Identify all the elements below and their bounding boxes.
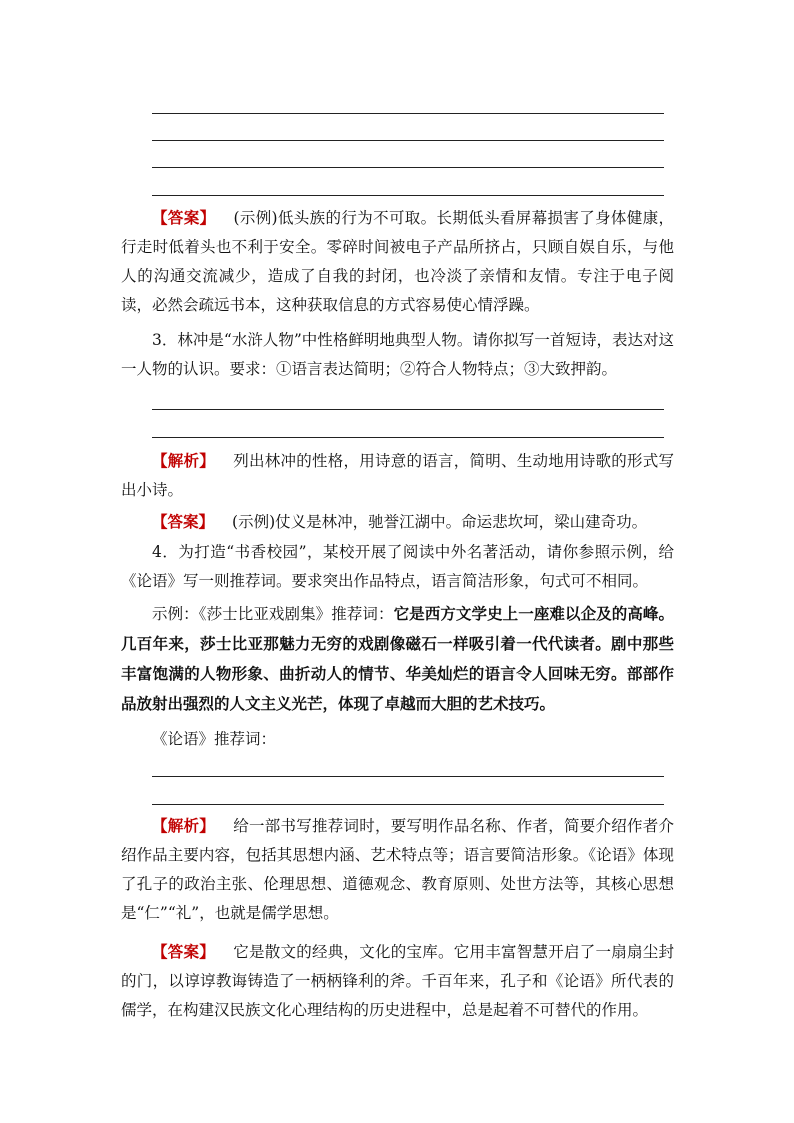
question-4: 4．为打造“书香校园”，某校开展了阅读中外名著活动，请你参照示例，给《论语》写一则推荐词。要求突出作品特点，语言简洁形象，句式可不相同。: [121, 543, 674, 590]
answer-line: [152, 195, 664, 196]
answer-q2-text: (示例)低头族的行为不可取。长期低头看屏幕损害了身体健康，行走时低着头也不利于安全。零碎时间被电子产品所挤占，只顾自娱自乐，与他人的沟通交流减少，造成了自我的封闭，也冷淡了亲情和友情。专注于电子阅读，必然会疏远书本，这种获取信息的方式容易使心情浮躁。: [121, 209, 674, 314]
answer-label: 【答案】: [152, 208, 216, 227]
answer-q3-paragraph: [121, 507, 674, 537]
question-3: 3．林冲是“水浒人物”中性格鲜明地典型人物。请你拟写一首短诗，表达对这一人物的认识。要求：①语言表达简明；②符合人物特点；③大致押韵。: [121, 331, 674, 378]
answer-line: [152, 167, 664, 168]
example-lead: 示例：《莎士比亚戏剧集》推荐词：: [152, 605, 394, 623]
answer-q4-paragraph: [121, 937, 674, 1025]
example-body: 它是西方文学史上一座难以企及的高峰。几百年来，莎士比亚那魅力无穷的戏剧像磁石一样吸引着一代代读者。剧中那些丰富饱满的人物形象、曲折动人的情节、华美灿烂的语言令人回味无穷。部部作品放射出强烈的人文主义光芒，体现了卓越而大胆的艺术技巧。: [121, 604, 674, 713]
lunyu-prompt: 《论语》推荐词：: [152, 730, 277, 748]
answer-line: [152, 776, 664, 777]
analysis-label: 【解析】: [152, 451, 215, 470]
answer-label: 【答案】: [152, 512, 215, 531]
answer-q3-text: (示例)仗义是林冲，驰誉江湖中。命运悲坎坷，梁山建奇功。: [232, 513, 648, 531]
analysis-q4-text: 给一部书写推荐词时，要写明作品名称、作者，简要介绍作者介绍作品主要内容，包括其思想内涵、艺术特点等；语言要简洁形象。《论语》体现了孔子的政治主张、伦理思想、道德观念、教育原则、处世方法等，其核心思想是“仁”“礼”，也就是儒学思想。: [121, 817, 674, 922]
answer-line: [152, 409, 664, 410]
answer-q2-paragraph: [121, 203, 674, 320]
answer-q4-text: 它是散文的经典，文化的宝库。它用丰富智慧开启了一扇扇尘封的门，以谆谆教诲铸造了一柄柄锋利的斧。千百年来，孔子和《论语》所代表的儒学，在构建汉民族文化心理结构的历史进程中，总是起着不可替代的作用。: [121, 943, 674, 1019]
answer-line: [152, 140, 664, 141]
analysis-label: 【解析】: [152, 816, 215, 835]
analysis-q4-paragraph: [121, 811, 674, 928]
analysis-q3-paragraph: [121, 446, 674, 505]
answer-line: [152, 113, 664, 114]
answer-line: [152, 804, 664, 805]
example-paragraph: [121, 599, 674, 719]
analysis-q3-text: 列出林冲的性格，用诗意的语言，简明、生动地用诗歌的形式写出小诗。: [121, 452, 674, 499]
answer-line: [152, 437, 664, 438]
answer-label: 【答案】: [152, 942, 215, 961]
